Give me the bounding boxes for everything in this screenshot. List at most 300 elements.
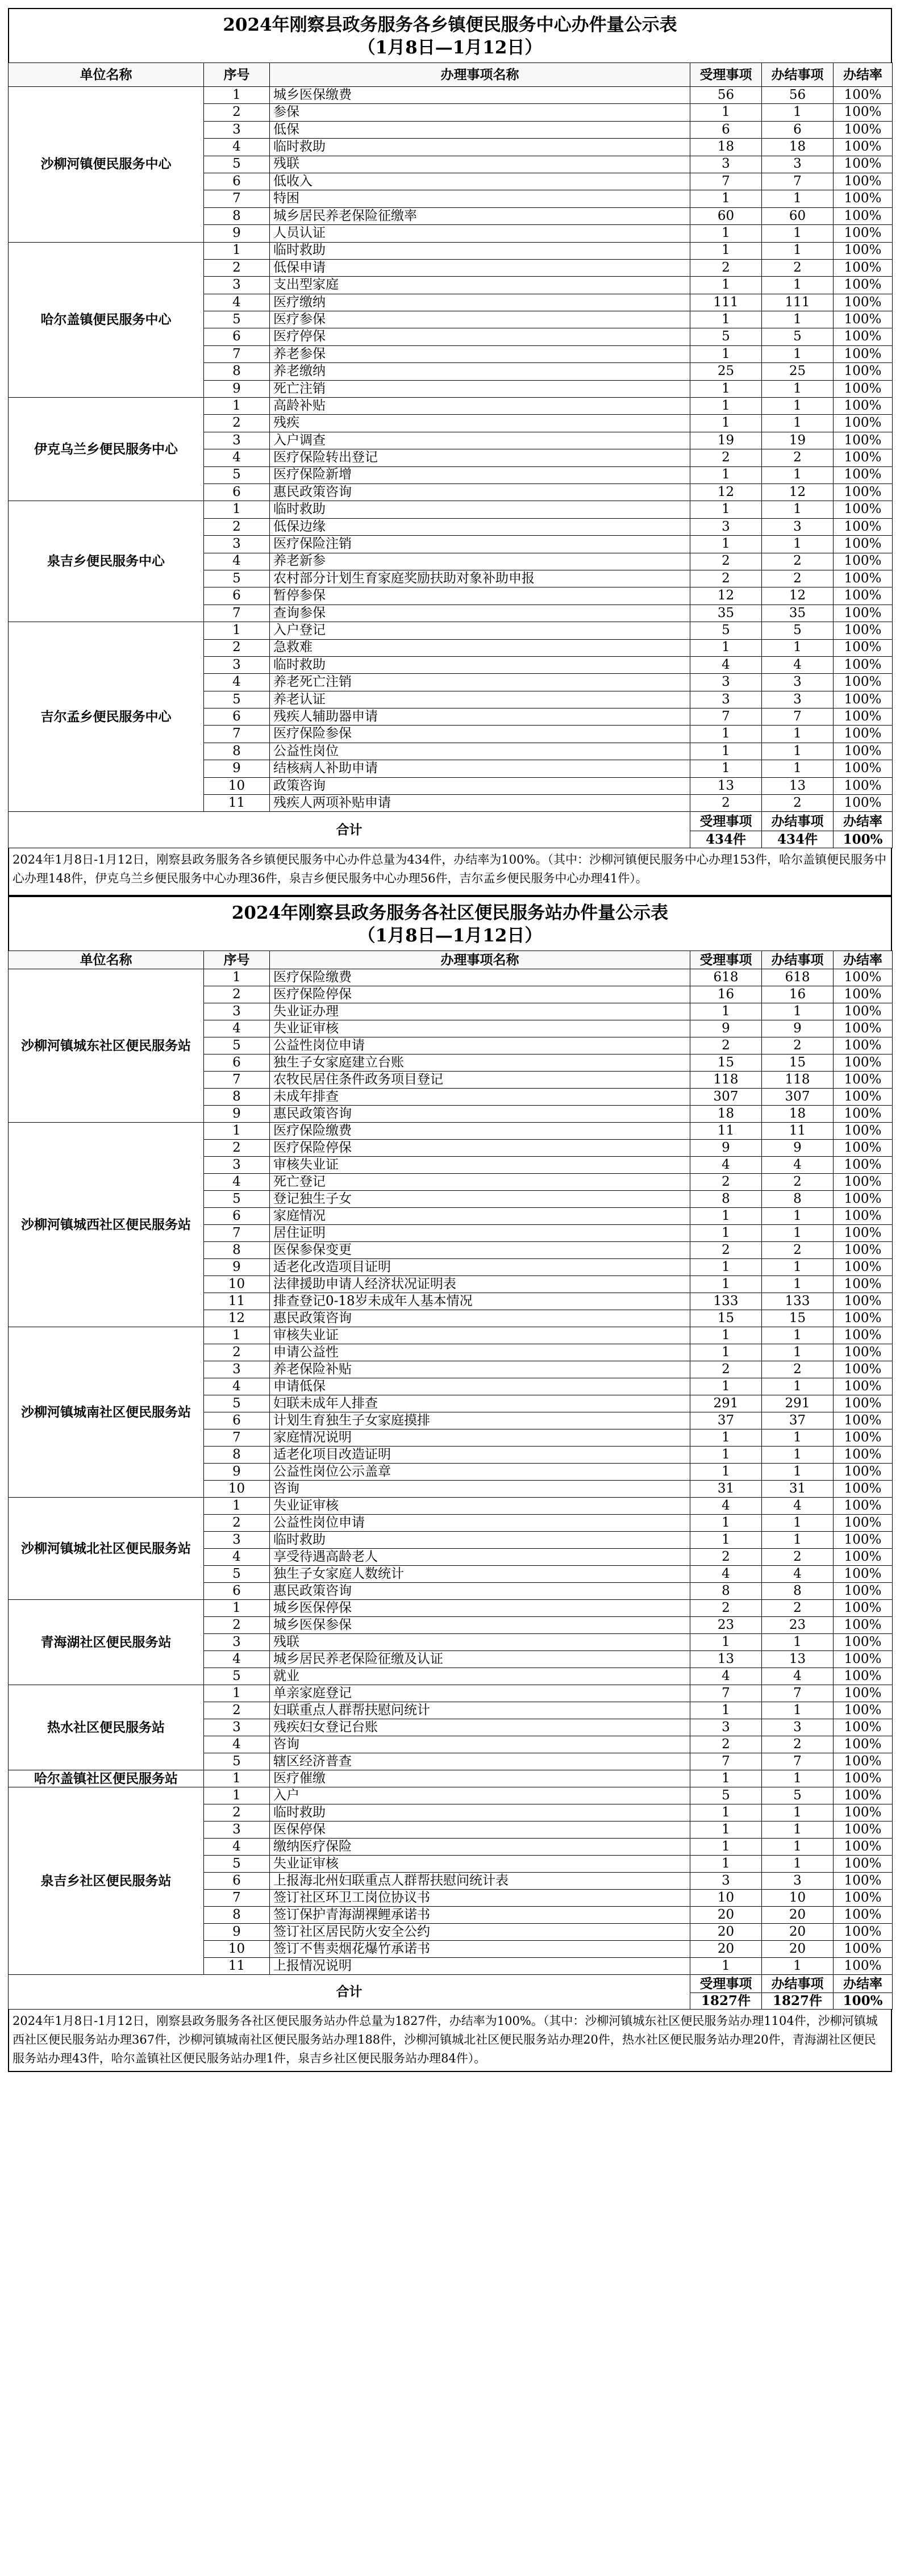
item-name: 妇联重点人群帮扶慰问统计 (270, 1702, 690, 1719)
row-number: 5 (204, 466, 270, 483)
done-count: 1 (762, 380, 834, 397)
done-count: 1 (762, 1344, 834, 1361)
completion-rate: 100% (834, 1839, 893, 1856)
received-count: 3 (690, 691, 762, 708)
item-name: 失业证办理 (270, 1003, 690, 1020)
item-name: 公益性岗位公示盖章 (270, 1464, 690, 1481)
row-number: 1 (204, 501, 270, 518)
header-no: 序号 (204, 63, 270, 87)
done-count: 2 (762, 795, 834, 812)
row-number: 4 (204, 1174, 270, 1191)
completion-rate: 100% (834, 190, 893, 207)
item-name: 医疗保险停保 (270, 986, 690, 1003)
item-name: 急救难 (270, 639, 690, 656)
completion-rate: 100% (834, 1310, 893, 1327)
done-count: 5 (762, 328, 834, 345)
row-number: 3 (204, 277, 270, 294)
item-name: 享受待遇高龄老人 (270, 1549, 690, 1566)
completion-rate: 100% (834, 1617, 893, 1634)
received-count: 1 (690, 1958, 762, 1975)
done-count: 1 (762, 760, 834, 777)
table-row (9, 1123, 893, 1140)
completion-rate: 100% (834, 501, 893, 518)
row-number: 1 (204, 1327, 270, 1344)
done-count: 2 (762, 1736, 834, 1753)
received-count: 1 (690, 501, 762, 518)
completion-rate: 100% (834, 1719, 893, 1736)
town-section (8, 8, 892, 896)
completion-rate: 100% (834, 173, 893, 190)
item-name: 高龄补贴 (270, 398, 690, 415)
received-count: 19 (690, 432, 762, 449)
item-name: 审核失业证 (270, 1157, 690, 1174)
completion-rate: 100% (834, 1344, 893, 1361)
completion-rate: 100% (834, 1856, 893, 1873)
unit-name: 沙柳河镇城南社区便民服务站 (9, 1327, 204, 1498)
item-name: 临时救助 (270, 1532, 690, 1549)
done-count: 9 (762, 1020, 834, 1037)
row-number: 5 (204, 1037, 270, 1054)
received-count: 2 (690, 1549, 762, 1566)
completion-rate: 100% (834, 207, 893, 224)
done-count: 19 (762, 432, 834, 449)
done-count: 1 (762, 242, 834, 259)
received-count: 1 (690, 1344, 762, 1361)
done-count: 11 (762, 1123, 834, 1140)
done-count: 1 (762, 1856, 834, 1873)
done-count: 13 (762, 777, 834, 794)
item-name: 公益性岗位申请 (270, 1037, 690, 1054)
done-count: 618 (762, 969, 834, 986)
done-count: 1 (762, 1770, 834, 1787)
received-count: 1 (690, 726, 762, 743)
row-number: 10 (204, 1276, 270, 1293)
community-title: 2024年刚察县政务服务各社区便民服务站办件量公示表 (231, 903, 669, 924)
row-number: 4 (204, 1378, 270, 1395)
row-number: 9 (204, 1259, 270, 1276)
row-number: 10 (204, 1941, 270, 1958)
row-number: 2 (204, 1140, 270, 1157)
received-count: 1 (690, 1532, 762, 1549)
item-name: 适老化项目改造证明 (270, 1447, 690, 1464)
done-count: 1 (762, 1958, 834, 1975)
done-count: 1 (762, 311, 834, 328)
item-name: 城乡居民养老保险征缴及认证 (270, 1651, 690, 1668)
row-number: 2 (204, 104, 270, 121)
row-number: 8 (204, 207, 270, 224)
row-number: 8 (204, 1242, 270, 1259)
row-number: 9 (204, 380, 270, 397)
completion-rate: 100% (834, 483, 893, 501)
completion-rate: 100% (834, 242, 893, 259)
done-count: 23 (762, 1617, 834, 1634)
row-number: 3 (204, 1821, 270, 1839)
row-number: 5 (204, 1395, 270, 1412)
table-row (9, 87, 893, 104)
done-count: 1 (762, 1821, 834, 1839)
completion-rate: 100% (834, 1634, 893, 1651)
received-count: 2 (690, 1242, 762, 1259)
done-count: 133 (762, 1293, 834, 1310)
received-count: 1 (690, 311, 762, 328)
row-number: 5 (204, 1856, 270, 1873)
completion-rate: 100% (834, 363, 893, 380)
table-row (9, 501, 893, 518)
received-count: 9 (690, 1140, 762, 1157)
row-number: 3 (204, 1719, 270, 1736)
done-count: 3 (762, 518, 834, 535)
received-count: 2 (690, 1037, 762, 1054)
completion-rate: 100% (834, 760, 893, 777)
total-done: 434件 (762, 831, 834, 848)
total-done: 1827件 (762, 1993, 834, 2010)
row-number: 5 (204, 1566, 270, 1583)
item-name: 适老化改造项目证明 (270, 1259, 690, 1276)
table-row (9, 1770, 893, 1787)
done-count: 118 (762, 1072, 834, 1089)
row-number: 1 (204, 398, 270, 415)
done-count: 1 (762, 1804, 834, 1821)
row-number: 2 (204, 1702, 270, 1719)
completion-rate: 100% (834, 294, 893, 311)
done-count: 12 (762, 483, 834, 501)
table-row (9, 622, 893, 639)
received-count: 23 (690, 1617, 762, 1634)
received-count: 35 (690, 605, 762, 622)
done-count: 1 (762, 1429, 834, 1447)
item-name: 计划生育独生子女家庭摸排 (270, 1412, 690, 1429)
item-name: 结核病人补助申请 (270, 760, 690, 777)
row-number: 2 (204, 1344, 270, 1361)
done-count: 2 (762, 553, 834, 570)
received-count: 3 (690, 1719, 762, 1736)
row-number: 7 (204, 345, 270, 362)
done-count: 3 (762, 691, 834, 708)
item-name: 医疗参保 (270, 311, 690, 328)
completion-rate: 100% (834, 121, 893, 138)
completion-rate: 100% (834, 1208, 893, 1225)
table-row (9, 1685, 893, 1702)
completion-rate: 100% (834, 1037, 893, 1054)
done-count: 291 (762, 1395, 834, 1412)
received-count: 13 (690, 777, 762, 794)
item-name: 申请公益性 (270, 1344, 690, 1361)
row-number: 1 (204, 242, 270, 259)
received-count: 3 (690, 1873, 762, 1890)
row-number: 3 (204, 1157, 270, 1174)
received-count: 7 (690, 173, 762, 190)
received-count: 4 (690, 1498, 762, 1515)
completion-rate: 100% (834, 656, 893, 673)
item-name: 就业 (270, 1668, 690, 1685)
received-count: 1 (690, 1208, 762, 1225)
row-number: 6 (204, 708, 270, 726)
received-count: 20 (690, 1907, 762, 1924)
done-count: 1 (762, 415, 834, 432)
item-name: 暂停参保 (270, 587, 690, 605)
received-count: 9 (690, 1020, 762, 1037)
received-count: 1 (690, 1856, 762, 1873)
row-number: 8 (204, 363, 270, 380)
completion-rate: 100% (834, 1515, 893, 1532)
row-number: 3 (204, 1634, 270, 1651)
item-name: 公益性岗位 (270, 743, 690, 760)
row-number: 4 (204, 1736, 270, 1753)
item-name: 查询参保 (270, 605, 690, 622)
done-count: 15 (762, 1310, 834, 1327)
item-name: 政策咨询 (270, 777, 690, 794)
received-count: 7 (690, 1685, 762, 1702)
row-number: 6 (204, 1583, 270, 1600)
completion-rate: 100% (834, 1668, 893, 1685)
received-count: 7 (690, 1753, 762, 1770)
item-name: 医疗保险转出登记 (270, 449, 690, 466)
header-no: 序号 (204, 951, 270, 969)
town-note: 2024年1月8日-1月12日，刚察县政务服务各乡镇便民服务中心办件总量为434件，办结率为100%。（其中：沙柳河镇便民服务中心办理153件，哈尔盖镇便民服务中心办理148件，伊克乌兰乡便民服务中心办理36件，泉吉乡便民服务中心办理56件，吉尔孟乡便民服务中心办理41件）。 (8, 848, 892, 896)
completion-rate: 100% (834, 1447, 893, 1464)
row-number: 4 (204, 294, 270, 311)
row-number: 4 (204, 1020, 270, 1037)
row-number: 5 (204, 311, 270, 328)
received-count: 25 (690, 363, 762, 380)
received-count: 15 (690, 1310, 762, 1327)
row-number: 9 (204, 1464, 270, 1481)
completion-rate: 100% (834, 1566, 893, 1583)
received-count: 1 (690, 743, 762, 760)
completion-rate: 100% (834, 87, 893, 104)
table-row (9, 1327, 893, 1344)
row-number: 9 (204, 1924, 270, 1941)
received-count: 2 (690, 1736, 762, 1753)
table-header-row (9, 951, 893, 969)
received-count: 60 (690, 207, 762, 224)
row-number: 8 (204, 1907, 270, 1924)
received-count: 11 (690, 1123, 762, 1140)
received-count: 1 (690, 242, 762, 259)
item-name: 死亡注销 (270, 380, 690, 397)
row-number: 11 (204, 1958, 270, 1975)
item-name: 法律援助申请人经济状况证明表 (270, 1276, 690, 1293)
completion-rate: 100% (834, 1941, 893, 1958)
received-count: 1 (690, 398, 762, 415)
row-number: 6 (204, 587, 270, 605)
row-number: 3 (204, 656, 270, 673)
completion-rate: 100% (834, 449, 893, 466)
completion-rate: 100% (834, 1191, 893, 1208)
item-name: 医疗保险缴费 (270, 969, 690, 986)
item-name: 失业证审核 (270, 1856, 690, 1873)
done-count: 16 (762, 986, 834, 1003)
done-count: 1 (762, 345, 834, 362)
table-header-row (9, 63, 893, 87)
received-count: 12 (690, 483, 762, 501)
received-count: 1 (690, 760, 762, 777)
done-count: 3 (762, 156, 834, 173)
done-count: 1 (762, 1515, 834, 1532)
done-count: 2 (762, 1549, 834, 1566)
total-label: 合计 (9, 1975, 690, 2010)
completion-rate: 100% (834, 1259, 893, 1276)
done-count: 1 (762, 501, 834, 518)
row-number: 3 (204, 1003, 270, 1020)
done-count: 2 (762, 1174, 834, 1191)
item-name: 医疗停保 (270, 328, 690, 345)
item-name: 支出型家庭 (270, 277, 690, 294)
row-number: 7 (204, 190, 270, 207)
completion-rate: 100% (834, 466, 893, 483)
item-name: 惠民政策咨询 (270, 1310, 690, 1327)
table-row (9, 969, 893, 986)
completion-rate: 100% (834, 570, 893, 587)
header-unit: 单位名称 (9, 63, 204, 87)
received-count: 31 (690, 1481, 762, 1498)
total-rate: 100% (834, 831, 893, 848)
item-name: 妇联未成年人排查 (270, 1395, 690, 1412)
done-count: 60 (762, 207, 834, 224)
received-count: 3 (690, 156, 762, 173)
completion-rate: 100% (834, 622, 893, 639)
row-number: 1 (204, 1770, 270, 1787)
item-name: 低保申请 (270, 259, 690, 276)
item-name: 独生子女家庭人数统计 (270, 1566, 690, 1583)
completion-rate: 100% (834, 1072, 893, 1089)
header-rate: 办结率 (834, 63, 893, 87)
item-name: 残疾人辅助器申请 (270, 708, 690, 726)
received-count: 618 (690, 969, 762, 986)
completion-rate: 100% (834, 1583, 893, 1600)
row-number: 2 (204, 639, 270, 656)
row-number: 1 (204, 969, 270, 986)
header-unit: 单位名称 (9, 951, 204, 969)
done-count: 307 (762, 1089, 834, 1106)
row-number: 9 (204, 1106, 270, 1123)
row-number: 1 (204, 87, 270, 104)
done-count: 3 (762, 674, 834, 691)
received-count: 1 (690, 1259, 762, 1276)
done-count: 3 (762, 1719, 834, 1736)
item-name: 养老认证 (270, 691, 690, 708)
completion-rate: 100% (834, 795, 893, 812)
item-name: 医疗缴纳 (270, 294, 690, 311)
done-count: 3 (762, 1873, 834, 1890)
done-count: 4 (762, 1566, 834, 1583)
done-count: 5 (762, 622, 834, 639)
item-name: 登记独生子女 (270, 1191, 690, 1208)
community-title-block (8, 896, 892, 951)
completion-rate: 100% (834, 415, 893, 432)
item-name: 残联 (270, 156, 690, 173)
completion-rate: 100% (834, 345, 893, 362)
total-received: 1827件 (690, 1993, 762, 2010)
completion-rate: 100% (834, 605, 893, 622)
community-subtitle: （1月8日—1月12日） (357, 926, 543, 947)
done-count: 1 (762, 277, 834, 294)
total-header-row (9, 812, 893, 831)
received-count: 307 (690, 1089, 762, 1106)
completion-rate: 100% (834, 1873, 893, 1890)
item-name: 医保参保变更 (270, 1242, 690, 1259)
completion-rate: 100% (834, 1054, 893, 1072)
row-number: 8 (204, 1089, 270, 1106)
received-count: 2 (690, 1361, 762, 1378)
community-section (8, 896, 892, 2072)
done-count: 6 (762, 121, 834, 138)
unit-name: 泉吉乡便民服务中心 (9, 501, 204, 622)
received-count: 15 (690, 1054, 762, 1072)
done-count: 8 (762, 1583, 834, 1600)
item-name: 特困 (270, 190, 690, 207)
header-done: 办结事项 (762, 951, 834, 969)
item-name: 失业证审核 (270, 1020, 690, 1037)
row-number: 1 (204, 1498, 270, 1515)
table-row (9, 242, 893, 259)
row-number: 7 (204, 726, 270, 743)
completion-rate: 100% (834, 1787, 893, 1804)
done-count: 111 (762, 294, 834, 311)
row-number: 5 (204, 570, 270, 587)
item-name: 医疗保险缴费 (270, 1123, 690, 1140)
received-count: 1 (690, 536, 762, 553)
received-count: 111 (690, 294, 762, 311)
received-count: 2 (690, 570, 762, 587)
completion-rate: 100% (834, 259, 893, 276)
completion-rate: 100% (834, 225, 893, 242)
completion-rate: 100% (834, 277, 893, 294)
row-number: 9 (204, 225, 270, 242)
received-count: 2 (690, 553, 762, 570)
completion-rate: 100% (834, 777, 893, 794)
completion-rate: 100% (834, 726, 893, 743)
completion-rate: 100% (834, 156, 893, 173)
completion-rate: 100% (834, 398, 893, 415)
item-name: 城乡医保参保 (270, 1617, 690, 1634)
item-name: 入户调查 (270, 432, 690, 449)
row-number: 7 (204, 1429, 270, 1447)
row-number: 5 (204, 1191, 270, 1208)
done-count: 9 (762, 1140, 834, 1157)
unit-name: 沙柳河镇便民服务中心 (9, 87, 204, 243)
item-name: 残疾妇女登记台账 (270, 1719, 690, 1736)
item-name: 残疾人两项补贴申请 (270, 795, 690, 812)
row-number: 1 (204, 1600, 270, 1617)
row-number: 2 (204, 518, 270, 535)
header-rate: 办结率 (834, 951, 893, 969)
received-count: 1 (690, 190, 762, 207)
received-count: 2 (690, 449, 762, 466)
completion-rate: 100% (834, 1395, 893, 1412)
completion-rate: 100% (834, 1140, 893, 1157)
item-name: 人员认证 (270, 225, 690, 242)
item-name: 咨询 (270, 1736, 690, 1753)
total-header-received: 受理事项 (690, 812, 762, 831)
done-count: 2 (762, 1361, 834, 1378)
row-number: 3 (204, 536, 270, 553)
received-count: 1 (690, 380, 762, 397)
row-number: 2 (204, 1515, 270, 1532)
received-count: 1 (690, 1276, 762, 1293)
received-count: 2 (690, 795, 762, 812)
received-count: 3 (690, 518, 762, 535)
received-count: 6 (690, 121, 762, 138)
done-count: 2 (762, 1600, 834, 1617)
received-count: 1 (690, 225, 762, 242)
item-name: 辖区经济普查 (270, 1753, 690, 1770)
received-count: 1 (690, 104, 762, 121)
completion-rate: 100% (834, 1890, 893, 1907)
header-received: 受理事项 (690, 951, 762, 969)
completion-rate: 100% (834, 674, 893, 691)
item-name: 临时救助 (270, 501, 690, 518)
